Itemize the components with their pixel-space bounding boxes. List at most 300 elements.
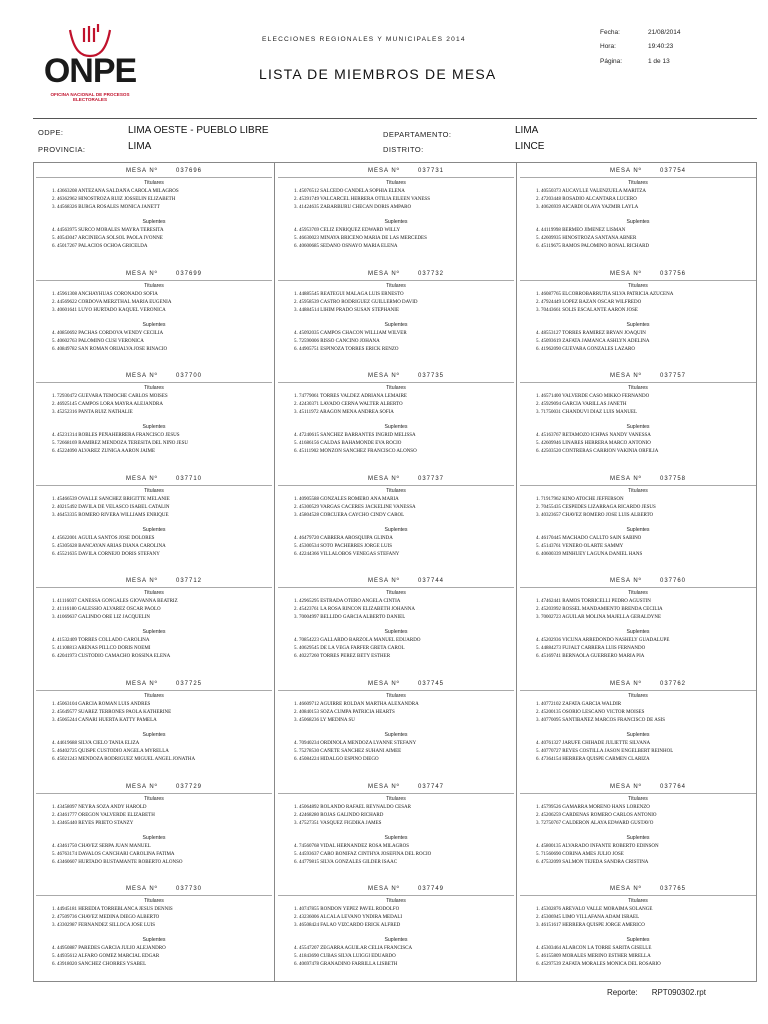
- mesa-label: MESA Nº: [610, 886, 642, 893]
- suplente-member: 4. 46170445 MACHADO CALLTO SAIN SABINO: [536, 535, 642, 541]
- suplentes-heading: Suplentes: [142, 834, 166, 841]
- mesa-block: [520, 472, 756, 559]
- mesa-block: [36, 780, 272, 867]
- suplentes-heading: Suplentes: [384, 526, 408, 533]
- suplentes-heading: Suplentes: [626, 834, 650, 841]
- mesa-label: MESA Nº: [126, 578, 158, 585]
- titular-member: 3. 44568326 BURGA ROSALES MONICA JANETT: [52, 205, 160, 210]
- suplente-member: 5. 75278530 CAÑETE SANCHEZ SUHANI AIMEE: [294, 749, 402, 754]
- mesa-header: [520, 677, 756, 691]
- suplente-member: 6. 40600685 SEDANO OSNAYO MARIA ELENA: [294, 244, 398, 249]
- suplente-member: 4. 45202936 VICUNA ARREDONDO NASHELY GUADALUPE: [536, 638, 670, 644]
- suplente-member: 5. 45143761 VENERO OLARTE SAMMY: [536, 543, 624, 549]
- mesa-divider: [36, 690, 272, 691]
- mesa-label: MESA Nº: [368, 475, 400, 482]
- suplente-member: 5. 40629545 DE LA VEGA FARFER GRETA CAROL: [294, 646, 405, 652]
- titular-member: 3. 46508424 FALAO VIZCARDO ERICK ALFRED: [294, 923, 401, 929]
- mesa-divider: [520, 280, 756, 281]
- titular-member: 2. 70455435 CESPEDES LIZARRAGA RICARDO JESUS: [536, 504, 656, 510]
- mesa-block: [520, 164, 756, 251]
- mesa-header: [36, 574, 272, 588]
- provincia-label: PROVINCIA:: [38, 145, 86, 154]
- departamento-value: LIMA: [515, 125, 539, 136]
- mesa-number: 037745: [418, 681, 445, 687]
- mesa-label: MESA Nº: [368, 168, 400, 174]
- suplente-member: 4. 43461750 CHAVEZ SERPA JUAN MANUEL: [52, 843, 151, 849]
- mesa-divider: [36, 793, 272, 794]
- suplente-member: 6. 40849782 SAN ROMAN ORIJALVA JOSE RINACIO: [52, 346, 168, 352]
- titular-member: 1. 40747855 RONDON YEPEZ PAVEL RODOLFO: [294, 907, 400, 913]
- mesa-number: 037754: [660, 168, 687, 174]
- titular-member: 2. 42430371 LAVADO CERNA WALTER ALBERTO: [294, 402, 403, 408]
- mesa-header: [520, 267, 756, 281]
- mesa-divider: [278, 793, 514, 794]
- mesa-number: 037764: [660, 783, 687, 790]
- mesa-block: [36, 267, 272, 354]
- distrito-label: DISTRITO:: [383, 145, 424, 154]
- titulares-heading: Titulares: [386, 693, 406, 699]
- mesa-divider: [520, 587, 756, 588]
- meta-date: [600, 25, 750, 40]
- titular-member: 1. 43458097 NEYRA SOZA ANDY HAROLD: [52, 804, 147, 810]
- titular-member: 1. 45961308 ANCHAYHUAS CORONADO SOFIA: [52, 291, 158, 297]
- mesa-header: [278, 574, 514, 588]
- suplente-member: 6. 43460607 HURTADO BUSTAMANTE ROBERTO ALONSO: [52, 859, 183, 865]
- titular-member: 1. 45063104 GARCIA ROMAN LUIS ANDRES: [52, 702, 151, 707]
- titular-member: 1. 45076512 SALCEDO CANDELA SOPHIA ELENA: [294, 189, 405, 194]
- titular-member: 3. 44884514 LIHIM PRADO SUSAN STEPHANIE: [294, 307, 400, 313]
- titular-member: 1. 45799526 GAMARRA MORENO HANS LORENZO: [536, 804, 650, 810]
- suplente-member: 6. 44779815 SILVA GONZALES GILDER ISAAC: [294, 859, 398, 865]
- mesa-number: 037756: [660, 270, 687, 277]
- titulares-heading: Titulares: [386, 180, 406, 186]
- suplente-member: 5. 46155809 MORALES MERINO ESTHER MIRELLA: [536, 954, 651, 960]
- titular-member: 3. 70002723 AGUILAR MOLINA MAJELLA GERALDYNE: [536, 615, 661, 621]
- mesa-number: 037732: [418, 270, 445, 277]
- mesa-divider: [36, 895, 272, 896]
- distrito-value: LINCE: [515, 141, 545, 152]
- suplente-member: 6. 47532099 SALMON TEJEDA SANDRA CRISTINA: [536, 859, 649, 865]
- titular-member: 2. 42468280 ROJAS GALINDO RICHARD: [294, 812, 384, 818]
- mesa-divider: [278, 690, 514, 691]
- titular-member: 3. 40601641 LUYO HURTADO KAQUEL VERONICA: [52, 307, 166, 313]
- titular-member: 2. 47509736 CHAVEZ MEDINA DIEGO ALBERTO: [52, 915, 160, 921]
- mesa-header: [278, 164, 514, 178]
- mesa-block: [36, 164, 272, 251]
- titular-member: 2. 45200135 OSORIO LESCANO VICTOR MOISES: [536, 710, 645, 715]
- suplente-member: 6. 43918020 SANCHEZ CHORRES YSABEL: [52, 962, 147, 968]
- mesa-label: MESA Nº: [368, 270, 400, 277]
- meta-label: Página:: [600, 57, 623, 65]
- titular-member: 1. 71917962 KINO ATOCHE JEFFERSON: [536, 496, 624, 502]
- suplente-member: 6. 42244366 VILLALOBOS VENEGAS STEFANY: [294, 551, 400, 557]
- suplente-member: 5. 44884273 FUJALT CARRERA LUIS FERNANDO: [536, 646, 646, 652]
- suplente-member: 6. 40227260 TORRES PEREZ BETY ESTHER: [294, 654, 391, 660]
- suplente-member: 5. 42609935 HINOSTROZA SANTANA ABNER: [536, 236, 637, 241]
- suplentes-heading: Suplentes: [384, 629, 408, 636]
- mesa-divider: [520, 485, 756, 486]
- mesa-header: [278, 882, 514, 896]
- suplente-member: 4. 45953769 CELIZ ENRIQUEZ EDWARD WILLY: [294, 228, 401, 233]
- titular-member: 2. 45203992 ROSSEL MANDAMIENTO BRENDA CECILIA: [536, 607, 663, 613]
- mesa-header: [520, 472, 756, 486]
- mesa-number: 037765: [660, 886, 687, 893]
- column-divider: [274, 162, 275, 982]
- titular-member: 3. 40770095 SANTIBAÑEZ MARCOS FRANCISCO DE ASIS: [536, 718, 666, 723]
- suplentes-heading: Suplentes: [626, 219, 650, 225]
- titular-member: 3. 41424635 ZABARBURU CHECAN DORIS AMPARO: [294, 205, 412, 210]
- titular-member: 3. 43465440 REYES PRIETO STANZY: [52, 820, 134, 826]
- titular-member: 1. 47462441 RAMOS TORRICELLI PEDRO AGUSTIN: [536, 599, 651, 605]
- mesa-label: MESA Nº: [610, 475, 642, 482]
- titular-member: 2. 45958539 CASTRO RODRIGUEZ GUILLERMO DAVID: [294, 299, 418, 305]
- report-value: RPT090302.rpt: [651, 988, 706, 997]
- report-label: Reporte:: [607, 988, 638, 997]
- meta-page: [600, 54, 750, 69]
- suplente-member: 4. 47240615 SANCHEZ BARRANTES INGRID MELISSA: [294, 433, 416, 439]
- suplente-member: 5. 41843690 CUBAS SILVA LUIGGI EDUARDO: [294, 954, 396, 960]
- mesa-block: [520, 267, 756, 354]
- mesa-label: MESA Nº: [368, 783, 400, 790]
- header-divider: [33, 118, 757, 119]
- titular-member: 3. 43302987 FERNANDEZ SILLOCA JOSE LUIS: [52, 923, 156, 929]
- report-meta: [600, 25, 750, 69]
- suplente-member: 4. 48553127 TORRES RAMIREZ BRYAN JOAQUIN: [536, 330, 646, 336]
- mesa-block: [36, 574, 272, 661]
- suplente-member: 6. 45297539 ZAFATA MORALES MONICA DEL ROSARIO: [536, 962, 661, 968]
- suplente-member: 5. 72590006 RISSO CANCINO JOHANA: [294, 338, 380, 344]
- titular-member: 2. 47203448 ROSADIO ALCANTARA LUCERO: [536, 197, 637, 202]
- mesa-block: [36, 677, 272, 764]
- suplente-member: 4. 70940234 ORDINOLA MENDOZA LYANNE STEFANY: [294, 741, 417, 746]
- titular-member: 3. 70004997 BELLIDO GARCIA ALBERTO DANIEL: [294, 615, 406, 621]
- mesa-block: [278, 677, 514, 764]
- mesa-divider: [36, 177, 272, 178]
- suplente-member: 5. 46763174 DAVALOS CANCHARI CAROLINA FATIMA: [52, 851, 175, 857]
- mesa-divider: [36, 280, 272, 281]
- mesa-label: MESA Nº: [610, 168, 642, 174]
- mesa-number: 037735: [418, 373, 445, 380]
- titulares-heading: Titulares: [628, 487, 648, 494]
- titular-member: 2. 45929094 GARCIA VARILLAS JANETH: [536, 402, 627, 408]
- suplente-member: 6. 45224090 ALVAREZ ZUNIGA AARON JAIME: [52, 449, 156, 455]
- mesa-divider: [520, 793, 756, 794]
- suplente-member: 4. 45303464 ALARCON LA TORRE SARITA GISELLE: [536, 946, 652, 952]
- suplente-member: 5. 41686156 CALDAS BAHAMONDE EVA ROCIO: [294, 441, 402, 447]
- mesa-label: MESA Nº: [126, 168, 158, 174]
- suplente-member: 6. 47364154 HERRERA QUISPE CARMEN CLARIZA: [536, 757, 650, 762]
- suplentes-heading: Suplentes: [626, 732, 650, 738]
- mesa-label: MESA Nº: [368, 886, 400, 893]
- meta-label: Fecha:: [600, 28, 620, 36]
- mesa-divider: [520, 382, 756, 383]
- mesa-label: MESA Nº: [610, 373, 642, 380]
- mesa-block: [520, 677, 756, 764]
- suplente-member: 4. 45163767 RETAMOZO ICHPAS NANDY VANESSA: [536, 433, 651, 439]
- mesa-block: [278, 882, 514, 969]
- suplente-member: 4. 44619688 SILVA CIELO TANIA ELIZA: [52, 741, 140, 746]
- mesa-number: 037725: [176, 681, 203, 687]
- mesa-label: MESA Nº: [610, 578, 642, 585]
- titulares-heading: Titulares: [628, 590, 648, 597]
- departamento-label: DEPARTAMENTO:: [383, 130, 452, 139]
- suplente-member: 5. 45093619 ZAFATA JAMANCA ASHLYN ADELINA: [536, 338, 650, 344]
- mesa-divider: [278, 587, 514, 588]
- mesa-number: 037731: [418, 168, 445, 174]
- suplente-member: 4. 44950887 PAREDES GARCIA JULIO ALEJANDRO: [52, 946, 166, 952]
- titular-member: 1. 46609712 AGUIRRE ROLDAN MARTHA ALEXANDRA: [294, 702, 419, 707]
- suplente-member: 4. 45231314 ROBLES PEÑAHERRERA FRANCISCO JESUS: [52, 433, 180, 439]
- titular-member: 2. 45423761 LA ROSA RINCON ELIZABETH JOHANNA: [294, 607, 415, 613]
- mesa-header: [520, 164, 756, 178]
- mesa-label: MESA Nº: [610, 783, 642, 790]
- titulares-heading: Titulares: [386, 898, 406, 905]
- suplente-member: 6. 41962090 GUEVARA GONZALES LAZARO: [536, 346, 635, 352]
- suplente-member: 6. 45119675 RAMOS PALOMINO RONAL RICHARD: [536, 244, 650, 249]
- titular-member: 3. 40626939 AICARDI OLAYA YAZMIR LAYLA: [536, 205, 639, 210]
- suplentes-heading: Suplentes: [384, 834, 408, 841]
- suplente-member: 5. 45300534 SOTO PACHERRES JORGE LUIS: [294, 543, 393, 549]
- mesa-block: [520, 574, 756, 661]
- titular-member: 2. 46925145 CAMPOS LORA MAYRA ALEJANDRA: [52, 402, 163, 408]
- meta-value: 19:40:23: [648, 43, 674, 51]
- mesa-header: [278, 267, 514, 281]
- titular-member: 1. 44885545 REATEGUI MALAGA LUIS ERNESTO: [294, 291, 404, 297]
- titular-member: 3. 46453335 ROMERO RIVERA WILLIAMS ENRIQUE: [52, 512, 169, 518]
- titular-member: 1. 40550373 AUCAYLLE VALENZUELA MARITZA: [536, 189, 647, 194]
- suplente-member: 6. 45017267 PALACIOS OCHOA GRICELDA: [52, 244, 148, 249]
- suplentes-heading: Suplentes: [142, 629, 166, 636]
- mesa-block: [36, 369, 272, 456]
- mesa-block: [278, 472, 514, 559]
- mesa-label: MESA Nº: [126, 373, 158, 380]
- suplente-member: 4. 44119998 BERMEO JIMENEZ LISMAN: [536, 228, 626, 233]
- mesa-block: [278, 369, 514, 456]
- suplentes-heading: Suplentes: [384, 321, 408, 328]
- titular-member: 3. 40323657 CHAVEZ ROMERO JOSE LUIS ALBERTO: [536, 512, 654, 518]
- mesa-label: MESA Nº: [126, 783, 158, 790]
- mesa-block: [520, 882, 756, 969]
- mesa-block: [278, 164, 514, 251]
- suplente-member: 4. 70854223 GALLARDO BARZOLA MANUEL EDUARDO: [294, 638, 421, 644]
- odpe-value: LIMA OESTE - PUEBLO LIBRE: [128, 125, 269, 136]
- suplente-member: 5. 40602763 PALOMINO CUSI VERONICA: [52, 338, 144, 344]
- report-footer: [607, 988, 706, 997]
- mesa-label: MESA Nº: [126, 475, 158, 482]
- titular-member: 1. 45302876 AREVALO VALLE MORAIMA SOLANGE: [536, 907, 653, 913]
- suplente-member: 6. 44905751 ESPINOZA TORRES ERICK RENZO: [294, 346, 399, 352]
- mesa-number: 037747: [418, 783, 445, 790]
- titulares-heading: Titulares: [144, 795, 164, 802]
- election-title: ELECCIONES REGIONALES Y MUNICIPALES 2014: [262, 36, 466, 43]
- suplentes-heading: Suplentes: [142, 219, 166, 225]
- meta-label: Hora:: [600, 43, 616, 51]
- suplente-member: 5. 71560690 CORINA AMES JULIO JOSE: [536, 851, 624, 857]
- mesa-label: MESA Nº: [610, 270, 642, 277]
- suplente-member: 4. 45547207 ZEGARRA AGUILAR CELIA FRANCISCA: [294, 946, 413, 952]
- logo-wordmark: ONPE: [43, 52, 137, 90]
- mesa-number: 037758: [660, 475, 687, 482]
- titulares-heading: Titulares: [386, 795, 406, 802]
- mesa-label: MESA Nº: [610, 681, 642, 687]
- suplente-member: 4. 46479720 CABRERA AROSQUIPA GLINDA: [294, 535, 393, 541]
- mesa-label: MESA Nº: [126, 270, 158, 277]
- mesa-header: [278, 369, 514, 383]
- mesa-divider: [278, 895, 514, 896]
- mesa-number: 037710: [176, 475, 203, 482]
- mesa-divider: [36, 587, 272, 588]
- onpe-logo: [34, 22, 146, 110]
- document-title: LISTA DE MIEMBROS DE MESA: [259, 66, 497, 82]
- mesa-divider: [36, 485, 272, 486]
- suplente-member: 5. 46402725 QUISPE CUSTODIO ANGELA MYRELLA: [52, 749, 169, 754]
- meta-value: 21/08/2014: [648, 28, 681, 36]
- titular-member: 3. 47527351 VASQUEZ FIGDIKA JAMES: [294, 820, 382, 826]
- mesa-header: [520, 780, 756, 794]
- meta-time: [600, 40, 750, 55]
- suplente-member: 5. 46630023 MINAYA BRICENO MARIA DE LAS MERCEDES: [294, 236, 427, 241]
- mesa-header: [278, 780, 514, 794]
- suplente-member: 4. 40850692 PACHAS CORDOVA WENDY CECILIA: [52, 330, 164, 336]
- titulares-heading: Titulares: [628, 282, 648, 289]
- mesa-number: 037749: [418, 886, 445, 893]
- titular-member: 1. 45064892 ROLANDO RAFAEL REYNALDO CESAR: [294, 804, 411, 810]
- mesa-header: [36, 369, 272, 383]
- suplente-member: 5. 42609946 LINARES HERRERA MARCO ANTONIO: [536, 441, 651, 447]
- titular-member: 2. 40840153 SOZA CUMPA PATRICIA HEARTS: [294, 710, 395, 715]
- titular-member: 3. 45111972 ARAGON MENA ANDREA SOFIA: [294, 410, 394, 416]
- mesa-number: 037744: [418, 578, 445, 585]
- titulares-heading: Titulares: [144, 385, 164, 392]
- mesa-label: MESA Nº: [126, 681, 158, 687]
- mesa-number: 037730: [176, 886, 203, 893]
- suplentes-heading: Suplentes: [142, 321, 166, 328]
- titular-member: 3. 45068236 LY MEDINA SU: [294, 718, 355, 723]
- provincia-value: LIMA: [128, 141, 152, 152]
- suplentes-heading: Suplentes: [384, 937, 408, 944]
- titular-member: 1. 74779061 TORRES VALDEZ ADRIANA LEMAIRE: [294, 394, 407, 400]
- mesa-divider: [520, 895, 756, 896]
- titular-member: 2. 44569622 CORDOVA MERZTHAL MARIA EUGENIA: [52, 299, 172, 305]
- titular-member: 2. 43461777 OREGON VALVERDE ELIZABETH: [52, 812, 155, 818]
- suplente-member: 6. 42503520 CONTRERAS CARRION VAKINIA ORFILIA: [536, 449, 659, 455]
- titulares-heading: Titulares: [628, 180, 648, 186]
- titular-member: 3. 45065244 CAÑARI HUERTA KATTY PAMELA: [52, 718, 157, 723]
- mesa-divider: [520, 690, 756, 691]
- titular-member: 2. 41116180 GALESSIO ALVAREZ OSCAR PAOLO: [52, 607, 161, 613]
- titular-member: 2. 40215492 DAVILA DE VELASCO ISABEL CATALIN: [52, 504, 170, 510]
- suplente-member: 4. 45800135 ALVARADO INFANTE ROBERTO EDINSON: [536, 843, 659, 849]
- titulares-heading: Titulares: [386, 282, 406, 289]
- mesa-divider: [520, 177, 756, 178]
- mesa-header: [36, 267, 272, 281]
- suplente-member: 5. 45305628 BANCAYAN ARIAS DIANA CAROLINA: [52, 543, 166, 549]
- titular-member: 3. 71750031 CHANDUVI DIAZ LUIS MANUEL: [536, 410, 638, 416]
- suplente-member: 6. 45169741 BERNAOLA GUERRERO MARIA PIA: [536, 654, 645, 660]
- mesa-number: 037757: [660, 373, 687, 380]
- mesa-header: [36, 677, 272, 691]
- suplente-member: 6. 45084224 HIDALGO ESPINO DIEGO: [294, 757, 379, 762]
- mesa-header: [278, 677, 514, 691]
- titular-member: 3. 70443661 SOLIS ESCALANTE AARON JOSE: [536, 307, 638, 313]
- titular-member: 1. 42965295 ESTRADA OTERO ANGELA CINTIA: [294, 599, 401, 605]
- mesa-label: MESA Nº: [368, 578, 400, 585]
- suplente-member: 6. 42041973 CUSTODIO CAMACHO ROSSINA ELENA: [52, 654, 171, 660]
- suplentes-heading: Suplentes: [142, 526, 166, 533]
- mesa-number: 037712: [176, 578, 203, 585]
- suplente-member: 6. 45111902 MONZON SANCHEZ FRANCISCO ALONSO: [294, 449, 417, 455]
- titular-member: 3. 45252316 PANTA RUIZ NATHALIE: [52, 410, 133, 416]
- mesa-divider: [278, 485, 514, 486]
- suplentes-heading: Suplentes: [142, 937, 166, 944]
- titular-member: 3. 45804528 CORCUERA CAYCHO CINDY CAROL: [294, 512, 405, 518]
- suplente-member: 4. 44563975 SURCO MORALES MAYRA TERESITA: [52, 228, 164, 233]
- mesa-divider: [278, 177, 514, 178]
- mesa-header: [520, 369, 756, 383]
- mesa-number: 037696: [176, 168, 203, 174]
- suplente-member: 5. 40543047 ARCINIEGA SOLSOL PAOLA IVONNE: [52, 236, 163, 241]
- titulares-heading: Titulares: [386, 385, 406, 392]
- suplente-member: 5. 44935612 ALFARO GOMEZ MARCIAL EDGAR: [52, 954, 160, 960]
- titular-member: 3. 46151617 HERRERA QUISPE JORGE AMERICO: [536, 923, 645, 929]
- suplentes-heading: Suplentes: [626, 321, 650, 328]
- mesa-header: [36, 164, 272, 178]
- titular-member: 1. 46571400 VALVERDE CASO MIKKO FERNANDO: [536, 394, 650, 400]
- mesa-block: [278, 267, 514, 354]
- suplente-member: 6. 40697478 GRANADINO FARRILLA LISBETH: [294, 962, 398, 968]
- mesa-divider: [278, 382, 514, 383]
- mesa-number: 037762: [660, 681, 687, 687]
- titulares-heading: Titulares: [628, 385, 648, 392]
- mesa-header: [36, 472, 272, 486]
- suplente-member: 4. 45622001 AGUILA SANTOS JOSE DOLORES: [52, 535, 155, 541]
- titulares-heading: Titulares: [144, 180, 164, 186]
- mesa-header: [520, 882, 756, 896]
- mesa-block: [520, 780, 756, 867]
- titulares-heading: Titulares: [628, 795, 648, 802]
- suplentes-heading: Suplentes: [626, 937, 650, 944]
- mesa-number: 037737: [418, 475, 445, 482]
- column-divider: [516, 162, 517, 982]
- titulares-heading: Titulares: [386, 590, 406, 597]
- titular-member: 2. 45306945 LIMO VILLAFANA ADAM ISRAEL: [536, 915, 640, 921]
- titulares-heading: Titulares: [144, 282, 164, 289]
- suplente-member: 5. 44593637 CARO BONIFAZ CINTHYA JOSEFINA DEL ROCIO: [294, 851, 432, 857]
- suplente-member: 6. 40600339 MINHUEY LAGUNA DANIEL HANS: [536, 551, 643, 557]
- mesa-label: MESA Nº: [368, 373, 400, 380]
- titulares-heading: Titulares: [144, 590, 164, 597]
- mesa-block: [36, 472, 272, 559]
- titulares-heading: Titulares: [628, 898, 648, 905]
- suplente-member: 4. 74560768 VIDAL HERNANDEZ ROSA MILAGROS: [294, 843, 410, 849]
- titular-member: 2. 45391749 VALCARCEL HERRERA OTILIA EILEEN VANESS: [294, 197, 430, 202]
- suplentes-heading: Suplentes: [384, 219, 408, 225]
- titular-member: 1. 40772102 ZAFATA GARCIA WALDIR: [536, 702, 622, 707]
- mesa-number: 037760: [660, 578, 687, 585]
- titular-member: 2. 46362962 HINOSTROZA RUIZ JOSSELIN ELIZABETH: [52, 197, 176, 202]
- titular-member: 3. 72750767 CALDERON ALAYA EDWARD GUSTAVO: [536, 820, 654, 826]
- suplentes-heading: Suplentes: [142, 424, 166, 431]
- mesa-block: [278, 780, 514, 867]
- suplentes-heading: Suplentes: [384, 732, 408, 738]
- mesa-header: [36, 882, 272, 896]
- suplente-member: 5. 40770727 REYES COSTILLA JASON ENGELBERT REINHOL: [536, 749, 674, 754]
- mesa-divider: [278, 280, 514, 281]
- titulares-heading: Titulares: [144, 898, 164, 905]
- suplente-member: 6. 45521635 DAVILA CORNEJO DORIS STEFANY: [52, 551, 160, 557]
- mesa-block: [278, 574, 514, 661]
- titular-member: 2. 45206259 CARDENAS ROMERO CARLOS ANTONIO: [536, 812, 657, 818]
